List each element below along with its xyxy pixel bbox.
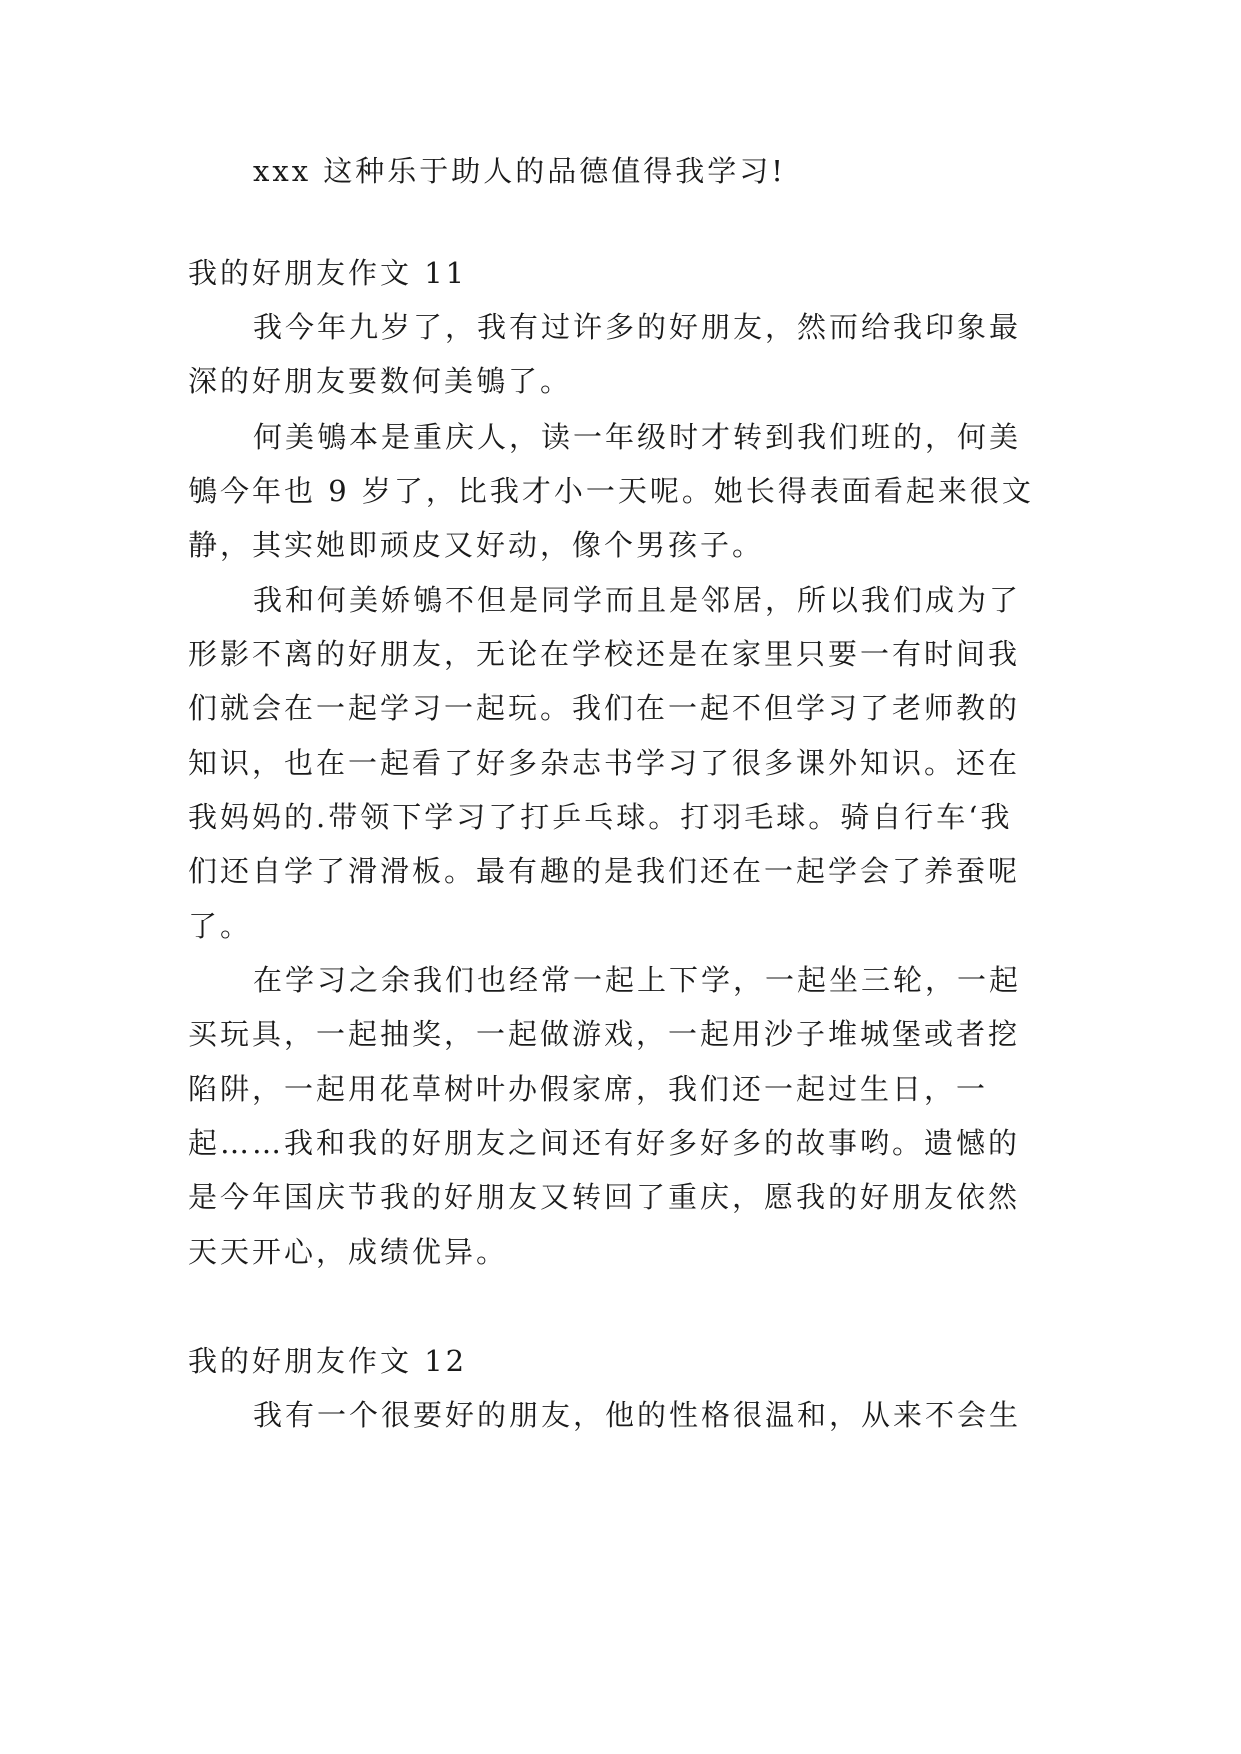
essay-12-line: 我有一个很要好的朋友，他的性格很温和，从来不会生 [253, 1398, 1022, 1432]
essay-11-line: 起……我和我的好朋友之间还有好多好多的故事哟。遗憾的 [188, 1126, 1021, 1160]
essay-11-line: 们还自学了滑滑板。最有趣的是我们还在一起学会了养蚕呢 [188, 854, 1021, 888]
essay-11-line: 陷阱，一起用花草树叶办假家席，我们还一起过生日，一 [188, 1072, 989, 1106]
essay-11-line: 我今年九岁了，我有过许多的好朋友，然而给我印象最 [253, 310, 1022, 344]
essay-11-title: 我的好朋友作文 11 [188, 256, 468, 290]
essay-11-line: 了。 [188, 909, 253, 943]
essay-11-line: 我和何美娇鴝不但是同学而且是邻居，所以我们成为了 [253, 583, 1022, 617]
essay-11-line: 在学习之余我们也经常一起上下学，一起坐三轮，一起 [253, 963, 1022, 997]
essay-11-line: 形影不离的好朋友，无论在学校还是在家里只要一有时间我 [188, 637, 1021, 671]
essay-12-title: 我的好朋友作文 12 [188, 1344, 468, 1378]
essay-11-line: 是今年国庆节我的好朋友又转回了重庆，愿我的好朋友依然 [188, 1180, 1021, 1214]
essay-11-line: 深的好朋友要数何美鴝了。 [188, 364, 573, 398]
essay-11-line: 静，其实她即顽皮又好动，像个男孩子。 [188, 528, 765, 562]
essay-11-line: 们就会在一起学习一起玩。我们在一起不但学习了老师教的 [188, 691, 1021, 725]
essay-11-line: 鴝今年也 9 岁了，比我才小一天呢。她长得表面看起来很文 [188, 474, 1034, 508]
essay-11-line: 天天开心，成绩优异。 [188, 1235, 509, 1269]
essay-11-line: 买玩具，一起抽奖，一起做游戏，一起用沙子堆城堡或者挖 [188, 1017, 1021, 1051]
essay-11-line: 我妈妈的.带领下学习了打乒乓球。打羽毛球。骑自行车‘我 [188, 800, 1013, 834]
essay-11-line: 何美鴝本是重庆人，读一年级时才转到我们班的，何美 [253, 420, 1022, 454]
intro-line: xxx 这种乐于助人的品德值得我学习! [253, 154, 786, 188]
essay-11-line: 知识，也在一起看了好多杂志书学习了很多课外知识。还在 [188, 746, 1021, 780]
